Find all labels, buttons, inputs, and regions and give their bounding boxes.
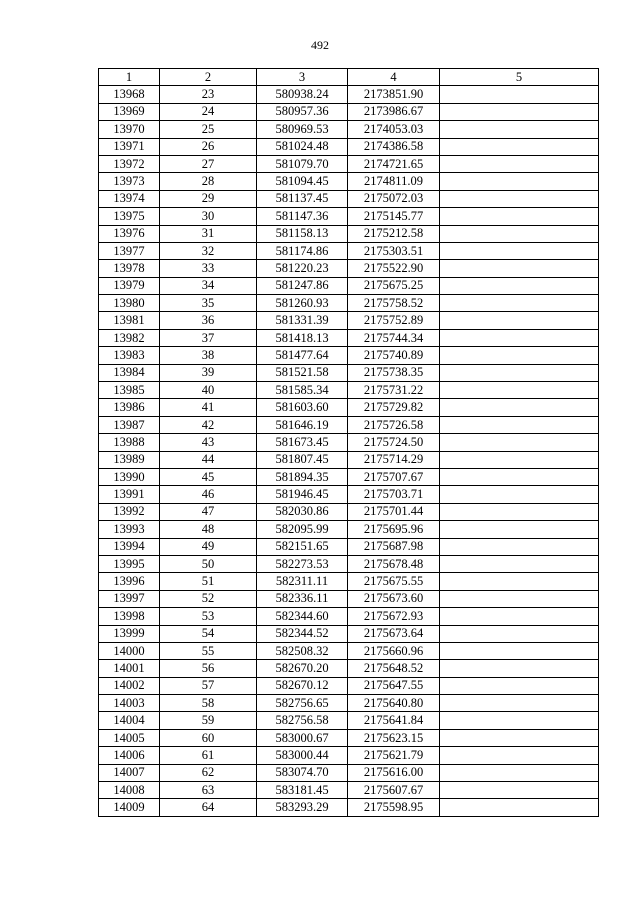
table-cell: 55 <box>160 642 257 659</box>
table-row <box>99 608 599 625</box>
table-row <box>99 364 599 381</box>
table-row <box>99 677 599 694</box>
table-cell: 2174811.09 <box>348 173 440 190</box>
table-cell: 42 <box>160 416 257 433</box>
table-row <box>99 538 599 555</box>
table-cell: 14003 <box>99 695 160 712</box>
table-cell: 582095.99 <box>257 521 348 538</box>
table-cell: 2175701.44 <box>348 503 440 520</box>
table-cell: 581418.13 <box>257 329 348 346</box>
table-cell: 49 <box>160 538 257 555</box>
table-row <box>99 138 599 155</box>
table-cell: 13991 <box>99 486 160 503</box>
table-cell: 58 <box>160 695 257 712</box>
column-header: 3 <box>257 69 348 86</box>
table-cell <box>440 260 599 277</box>
table-cell: 2175687.98 <box>348 538 440 555</box>
table-cell: 2175673.64 <box>348 625 440 642</box>
table-cell: 13977 <box>99 242 160 259</box>
page-number: 492 <box>311 38 329 52</box>
table-cell: 2175647.55 <box>348 677 440 694</box>
table-cell: 582151.65 <box>257 538 348 555</box>
table-row <box>99 451 599 468</box>
table-cell: 2175675.25 <box>348 277 440 294</box>
table-cell: 581094.45 <box>257 173 348 190</box>
table-cell: 14005 <box>99 729 160 746</box>
column-header: 1 <box>99 69 160 86</box>
table-cell: 14008 <box>99 782 160 799</box>
table-cell <box>440 503 599 520</box>
table-cell: 13982 <box>99 329 160 346</box>
table-cell: 50 <box>160 555 257 572</box>
table-cell: 13976 <box>99 225 160 242</box>
table-cell: 2175714.29 <box>348 451 440 468</box>
coordinates-table <box>98 68 599 817</box>
table-cell: 582670.12 <box>257 677 348 694</box>
table-cell <box>440 277 599 294</box>
table-row <box>99 590 599 607</box>
table-cell: 14001 <box>99 660 160 677</box>
table-row <box>99 329 599 346</box>
table-cell: 2175758.52 <box>348 295 440 312</box>
table-row <box>99 521 599 538</box>
table-cell: 13981 <box>99 312 160 329</box>
table-cell: 45 <box>160 468 257 485</box>
table-cell: 582756.65 <box>257 695 348 712</box>
table-cell: 27 <box>160 155 257 172</box>
table-cell <box>440 382 599 399</box>
table-cell: 13988 <box>99 434 160 451</box>
table-cell: 39 <box>160 364 257 381</box>
table-cell: 582273.53 <box>257 555 348 572</box>
table-cell: 13996 <box>99 573 160 590</box>
table-cell <box>440 660 599 677</box>
table-cell: 25 <box>160 121 257 138</box>
table-cell: 581603.60 <box>257 399 348 416</box>
table-row <box>99 382 599 399</box>
table-cell <box>440 608 599 625</box>
table-cell: 2175640.80 <box>348 695 440 712</box>
table-cell: 13978 <box>99 260 160 277</box>
table-cell: 57 <box>160 677 257 694</box>
table-cell: 581174.86 <box>257 242 348 259</box>
table-row <box>99 712 599 729</box>
table-row <box>99 173 599 190</box>
table-cell: 581807.45 <box>257 451 348 468</box>
table-cell: 2175672.93 <box>348 608 440 625</box>
table-cell <box>440 747 599 764</box>
table-cell <box>440 521 599 538</box>
table-cell: 2175678.48 <box>348 555 440 572</box>
table-cell: 46 <box>160 486 257 503</box>
table-row <box>99 208 599 225</box>
table-cell: 14006 <box>99 747 160 764</box>
table-cell: 29 <box>160 190 257 207</box>
table-cell: 2175072.03 <box>348 190 440 207</box>
table-cell: 580957.36 <box>257 103 348 120</box>
table-cell: 2175623.15 <box>348 729 440 746</box>
table-cell: 14004 <box>99 712 160 729</box>
table-cell: 2175744.34 <box>348 329 440 346</box>
table-cell <box>440 155 599 172</box>
table-cell: 2175621.79 <box>348 747 440 764</box>
table-cell: 51 <box>160 573 257 590</box>
table-cell <box>440 295 599 312</box>
table-row <box>99 573 599 590</box>
table-cell: 14000 <box>99 642 160 659</box>
table-cell: 13993 <box>99 521 160 538</box>
table-cell <box>440 173 599 190</box>
table-cell: 581247.86 <box>257 277 348 294</box>
table-cell <box>440 225 599 242</box>
table-cell: 2175673.60 <box>348 590 440 607</box>
table-cell: 13992 <box>99 503 160 520</box>
table-cell: 48 <box>160 521 257 538</box>
table-cell: 36 <box>160 312 257 329</box>
table-cell: 2175648.52 <box>348 660 440 677</box>
table-row <box>99 468 599 485</box>
table-cell: 2175729.82 <box>348 399 440 416</box>
table-cell: 583000.67 <box>257 729 348 746</box>
table-cell: 37 <box>160 329 257 346</box>
table-cell: 581158.13 <box>257 225 348 242</box>
table-cell: 34 <box>160 277 257 294</box>
table-cell <box>440 434 599 451</box>
table-cell: 13983 <box>99 347 160 364</box>
table-cell: 23 <box>160 86 257 103</box>
table-cell: 44 <box>160 451 257 468</box>
table-cell: 30 <box>160 208 257 225</box>
table-cell: 13995 <box>99 555 160 572</box>
table-cell <box>440 590 599 607</box>
table-cell: 2175724.50 <box>348 434 440 451</box>
table-row <box>99 312 599 329</box>
table-cell: 54 <box>160 625 257 642</box>
table-cell: 14009 <box>99 799 160 816</box>
table-cell: 580938.24 <box>257 86 348 103</box>
table-row <box>99 103 599 120</box>
table-cell <box>440 399 599 416</box>
table-cell <box>440 329 599 346</box>
table-cell <box>440 208 599 225</box>
table-row <box>99 295 599 312</box>
table-cell <box>440 138 599 155</box>
table-cell: 582030.86 <box>257 503 348 520</box>
table-cell: 582344.52 <box>257 625 348 642</box>
table-cell: 2175707.67 <box>348 468 440 485</box>
table-cell: 13997 <box>99 590 160 607</box>
table-cell: 2174053.03 <box>348 121 440 138</box>
table-cell: 38 <box>160 347 257 364</box>
table-cell: 581477.64 <box>257 347 348 364</box>
table-cell: 13973 <box>99 173 160 190</box>
table-cell <box>440 103 599 120</box>
table-cell: 56 <box>160 660 257 677</box>
table-row <box>99 729 599 746</box>
table-cell: 2175212.58 <box>348 225 440 242</box>
table-row <box>99 121 599 138</box>
table-cell <box>440 190 599 207</box>
table-cell: 582508.32 <box>257 642 348 659</box>
table-cell: 13994 <box>99 538 160 555</box>
table-cell: 59 <box>160 712 257 729</box>
table-cell: 31 <box>160 225 257 242</box>
table-cell: 580969.53 <box>257 121 348 138</box>
table-cell <box>440 486 599 503</box>
table-cell: 582311.11 <box>257 573 348 590</box>
table-row <box>99 799 599 816</box>
table-cell <box>440 625 599 642</box>
table-cell: 64 <box>160 799 257 816</box>
table-row <box>99 399 599 416</box>
table-row <box>99 555 599 572</box>
column-header: 4 <box>348 69 440 86</box>
table-cell <box>440 312 599 329</box>
table-cell: 581220.23 <box>257 260 348 277</box>
table-row <box>99 747 599 764</box>
table-cell <box>440 468 599 485</box>
column-header: 2 <box>160 69 257 86</box>
table-cell: 35 <box>160 295 257 312</box>
table-cell: 53 <box>160 608 257 625</box>
table-cell <box>440 642 599 659</box>
table-cell: 2175660.96 <box>348 642 440 659</box>
table-cell: 2175726.58 <box>348 416 440 433</box>
table-cell: 2175703.71 <box>348 486 440 503</box>
table-cell: 2174386.58 <box>348 138 440 155</box>
table-cell: 2174721.65 <box>348 155 440 172</box>
table-cell <box>440 347 599 364</box>
table-cell: 13998 <box>99 608 160 625</box>
table-cell <box>440 573 599 590</box>
table-cell: 13990 <box>99 468 160 485</box>
table-cell: 2175641.84 <box>348 712 440 729</box>
table-cell <box>440 695 599 712</box>
table-cell: 2175303.51 <box>348 242 440 259</box>
table-row <box>99 277 599 294</box>
table-cell: 13969 <box>99 103 160 120</box>
table-cell: 13989 <box>99 451 160 468</box>
table-cell: 581521.58 <box>257 364 348 381</box>
table-cell <box>440 712 599 729</box>
table-header-row <box>99 69 599 86</box>
table-cell: 581024.48 <box>257 138 348 155</box>
table-cell: 13968 <box>99 86 160 103</box>
table-row <box>99 660 599 677</box>
table-cell <box>440 86 599 103</box>
table-cell: 2175675.55 <box>348 573 440 590</box>
table-cell: 581137.45 <box>257 190 348 207</box>
table-cell: 13979 <box>99 277 160 294</box>
table-row <box>99 155 599 172</box>
table-row <box>99 782 599 799</box>
table-cell: 2175740.89 <box>348 347 440 364</box>
table-cell <box>440 416 599 433</box>
table-cell <box>440 729 599 746</box>
table-cell: 13987 <box>99 416 160 433</box>
table-cell: 60 <box>160 729 257 746</box>
table-cell: 582344.60 <box>257 608 348 625</box>
table-cell: 13999 <box>99 625 160 642</box>
table-cell: 581585.34 <box>257 382 348 399</box>
table-row <box>99 242 599 259</box>
table-cell: 26 <box>160 138 257 155</box>
table-cell: 582670.20 <box>257 660 348 677</box>
table-cell <box>440 555 599 572</box>
table-row <box>99 416 599 433</box>
table-cell: 13986 <box>99 399 160 416</box>
table-cell: 581079.70 <box>257 155 348 172</box>
table-cell: 2175607.67 <box>348 782 440 799</box>
table-row <box>99 642 599 659</box>
table-cell <box>440 451 599 468</box>
table-cell: 14007 <box>99 764 160 781</box>
table-cell: 581894.35 <box>257 468 348 485</box>
table-cell: 2175695.96 <box>348 521 440 538</box>
table-cell <box>440 764 599 781</box>
table-row <box>99 225 599 242</box>
table-cell: 2173851.90 <box>348 86 440 103</box>
table-row <box>99 695 599 712</box>
table-cell: 583181.45 <box>257 782 348 799</box>
table-cell: 582336.11 <box>257 590 348 607</box>
table-cell: 581147.36 <box>257 208 348 225</box>
table-cell: 2175522.90 <box>348 260 440 277</box>
table-row <box>99 86 599 103</box>
table-cell: 40 <box>160 382 257 399</box>
table-row <box>99 764 599 781</box>
table-cell: 581673.45 <box>257 434 348 451</box>
table-cell: 47 <box>160 503 257 520</box>
table-cell: 583000.44 <box>257 747 348 764</box>
table-cell: 41 <box>160 399 257 416</box>
table-cell: 13971 <box>99 138 160 155</box>
table-cell <box>440 799 599 816</box>
table-body <box>99 86 599 816</box>
table-cell: 13985 <box>99 382 160 399</box>
column-header: 5 <box>440 69 599 86</box>
table-cell: 581946.45 <box>257 486 348 503</box>
table-cell: 32 <box>160 242 257 259</box>
table-cell: 583074.70 <box>257 764 348 781</box>
table-row <box>99 486 599 503</box>
table-cell: 43 <box>160 434 257 451</box>
table-cell: 61 <box>160 747 257 764</box>
table-cell: 2175616.00 <box>348 764 440 781</box>
table-cell: 13975 <box>99 208 160 225</box>
table-cell <box>440 121 599 138</box>
table-cell: 582756.58 <box>257 712 348 729</box>
table-cell: 13980 <box>99 295 160 312</box>
table-row <box>99 190 599 207</box>
table-cell: 63 <box>160 782 257 799</box>
table-cell <box>440 364 599 381</box>
table-cell: 14002 <box>99 677 160 694</box>
table-row <box>99 503 599 520</box>
table-cell: 2175598.95 <box>348 799 440 816</box>
table-cell: 24 <box>160 103 257 120</box>
table-cell <box>440 538 599 555</box>
table-cell: 28 <box>160 173 257 190</box>
table-cell: 13972 <box>99 155 160 172</box>
table-row <box>99 625 599 642</box>
table-cell: 2175752.89 <box>348 312 440 329</box>
table-cell: 52 <box>160 590 257 607</box>
table-cell: 581331.39 <box>257 312 348 329</box>
table-cell: 13974 <box>99 190 160 207</box>
table-cell: 13970 <box>99 121 160 138</box>
table-cell <box>440 782 599 799</box>
table-cell: 13984 <box>99 364 160 381</box>
table-row <box>99 260 599 277</box>
table-cell: 581260.93 <box>257 295 348 312</box>
table-cell: 33 <box>160 260 257 277</box>
table-cell: 2175145.77 <box>348 208 440 225</box>
table-row <box>99 347 599 364</box>
table-cell: 2175738.35 <box>348 364 440 381</box>
table-cell: 583293.29 <box>257 799 348 816</box>
table-cell: 2173986.67 <box>348 103 440 120</box>
table-row <box>99 434 599 451</box>
table-cell: 581646.19 <box>257 416 348 433</box>
table-cell <box>440 677 599 694</box>
table-cell: 2175731.22 <box>348 382 440 399</box>
table-cell: 62 <box>160 764 257 781</box>
table-cell <box>440 242 599 259</box>
